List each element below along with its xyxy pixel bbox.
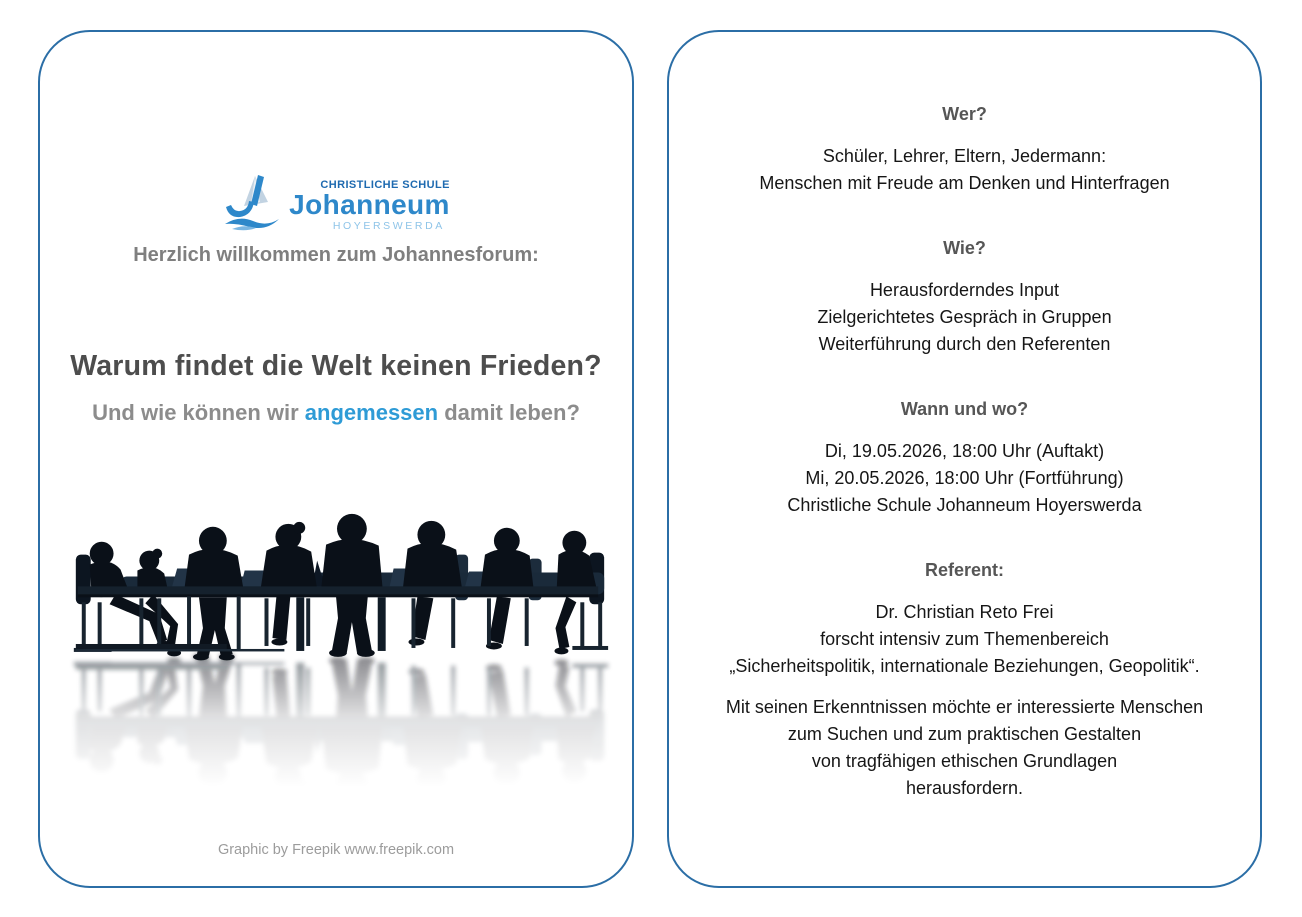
section-wie-text (687, 277, 1242, 358)
section-wer-heading: Wer? (942, 104, 987, 124)
text-line: „Sicherheitspolitik, internationale Beziehungen, Geopolitik“. (729, 656, 1200, 676)
section-referent-heading: Referent: (924, 560, 1004, 580)
flyer-info-panel (667, 30, 1262, 888)
text-line: Menschen mit Freude am Denken und Hinterfragen (759, 173, 1170, 193)
text-line: herausfordern. (905, 778, 1024, 798)
section-wann-text (687, 438, 1242, 519)
image-credit: Graphic by Freepik www.freepik.com (217, 842, 455, 858)
subtitle-highlight: angemessen (304, 400, 439, 425)
section-referent-text-2 (687, 694, 1242, 802)
text-line: Weiterführung durch den Referenten (818, 334, 1111, 354)
text-line: Christliche Schule Johanneum Hoyerswerda (787, 495, 1142, 515)
section-referent (687, 557, 1242, 802)
subtitle-text: damit leben? (438, 400, 580, 425)
logo-name: Johanneum (289, 189, 450, 220)
text-line: Mi, 20.05.2026, 18:00 Uhr (Fortführung) (805, 468, 1124, 488)
subtitle-text: Und wie können wir (92, 400, 305, 425)
johanneum-logo-icon (222, 172, 282, 236)
text-line: forscht intensiv zum Themenbereich (820, 629, 1109, 649)
text-line: von tragfähigen ethischen Grundlagen (811, 751, 1118, 771)
page-subtitle (40, 400, 632, 426)
section-wer-text (687, 143, 1242, 197)
johanneum-logo (40, 172, 632, 236)
text-line: Herausforderndes Input (869, 280, 1060, 300)
page-title: Warum findet die Welt keinen Frieden? (70, 350, 602, 382)
section-wann-heading: Wann und wo? (900, 399, 1029, 419)
flyer-front-panel (38, 30, 634, 888)
logo-line-schule: CHRISTLICHE SCHULE (320, 179, 450, 191)
section-referent-text (687, 599, 1242, 680)
section-wie-heading: Wie? (943, 238, 986, 258)
text-line: Zielgerichtetes Gespräch in Gruppen (817, 307, 1112, 327)
meeting-silhouette-image (60, 499, 616, 787)
text-line: Mit seinen Erkenntnissen möchte er interessierte Menschen (725, 697, 1204, 717)
section-wann-und-wo (687, 396, 1242, 519)
section-wer (687, 101, 1242, 197)
logo-wordmark (289, 172, 450, 232)
text-line: Dr. Christian Reto Frei (875, 602, 1054, 622)
text-line: zum Suchen und zum praktischen Gestalten (787, 724, 1142, 744)
text-line: Di, 19.05.2026, 18:00 Uhr (Auftakt) (824, 441, 1105, 461)
section-wie (687, 235, 1242, 358)
welcome-line: Herzlich willkommen zum Johannesforum: (133, 244, 539, 266)
text-line: Schüler, Lehrer, Eltern, Jedermann: (822, 146, 1107, 166)
logo-line-city: HOYERSWERDA (332, 219, 445, 232)
